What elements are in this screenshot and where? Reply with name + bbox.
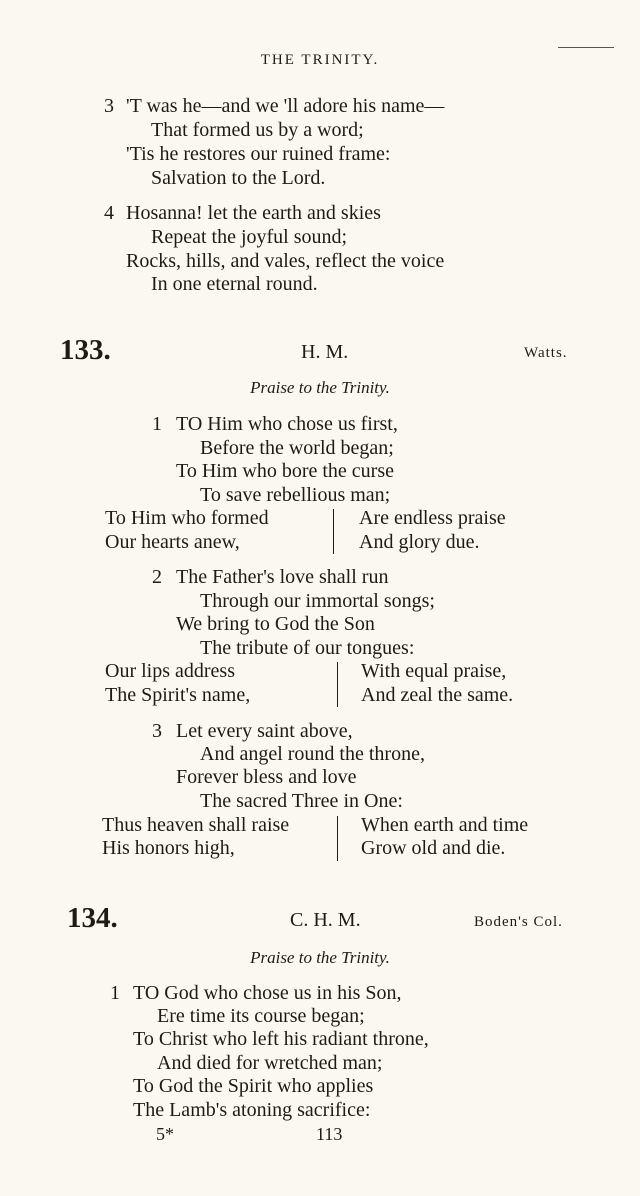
split-line-left: The Spirit's name, (105, 684, 251, 706)
verse-line: Hosanna! let the earth and skies (126, 202, 381, 224)
verse-number: 1 (152, 413, 162, 435)
split-line-left: Our hearts anew, (105, 531, 240, 553)
verse-line: We bring to God the Son (176, 613, 375, 635)
verse-line: Salvation to the Lord. (151, 167, 326, 189)
split-line-left: Thus heaven shall raise (102, 814, 290, 836)
verse-line: That formed us by a word; (151, 119, 364, 141)
split-line-left: Our lips address (105, 660, 235, 682)
verse-line: TO Him who chose us first, (176, 413, 398, 435)
split-line-left: To Him who formed (105, 507, 269, 529)
verse-line: Through our immortal songs; (200, 590, 435, 612)
hymn-source: Boden's Col. (474, 914, 563, 930)
verse-line: The Lamb's atoning sacrifice: (133, 1099, 371, 1121)
hymn-title: Praise to the Trinity. (250, 378, 390, 397)
verse-line: The Father's love shall run (176, 566, 389, 588)
split-line-left: His honors high, (102, 837, 235, 859)
page-number: 113 (316, 1124, 343, 1144)
split-line-right: And zeal the same. (361, 684, 514, 706)
verse-line: To save rebellious man; (200, 484, 391, 506)
verse-line: Let every saint above, (176, 720, 353, 742)
hymn-meter: C. H. M. (290, 909, 361, 931)
verse-line: Ere time its course began; (157, 1005, 365, 1027)
verse-divider (337, 662, 338, 707)
verse-line: To Christ who left his radiant throne, (133, 1028, 429, 1050)
verse-line: Forever bless and love (176, 766, 357, 788)
hymn-number: 134. (67, 902, 118, 934)
verse-line: The sacred Three in One: (200, 790, 403, 812)
verse-line: The tribute of our tongues: (200, 637, 415, 659)
verse-divider (337, 816, 338, 861)
verse-line: Rocks, hills, and vales, reflect the voice (126, 250, 445, 272)
verse-number: 4 (104, 202, 114, 224)
verse-line: Repeat the joyful sound; (151, 226, 348, 248)
verse-line: TO God who chose us in his Son, (133, 982, 402, 1004)
verse-line: Before the world began; (200, 437, 394, 459)
split-line-right: When earth and time (361, 814, 529, 836)
hymn-number: 133. (60, 334, 111, 366)
hymn-title: Praise to the Trinity. (250, 948, 390, 967)
verse-line: And died for wretched man; (157, 1052, 383, 1074)
verse-line: In one eternal round. (151, 273, 318, 295)
verse-number: 2 (152, 566, 162, 588)
split-line-right: Grow old and die. (361, 837, 506, 859)
header-rule (558, 47, 614, 48)
verse-number: 3 (104, 95, 114, 117)
split-line-right: Are endless praise (359, 507, 506, 529)
hymn-author: Watts. (524, 345, 568, 361)
verse-line: 'Tis he restores our ruined frame: (126, 143, 391, 165)
verse-line: To Him who bore the curse (176, 460, 394, 482)
split-line-right: With equal praise, (361, 660, 507, 682)
running-head: THE TRINITY. (260, 52, 380, 68)
verse-line: To God the Spirit who applies (133, 1075, 374, 1097)
verse-line: 'T was he—and we 'll adore his name— (126, 95, 445, 117)
hymn-meter: H. M. (301, 341, 349, 363)
split-line-right: And glory due. (359, 531, 480, 553)
verse-number: 1 (110, 982, 120, 1004)
verse-number: 3 (152, 720, 162, 742)
verse-divider (333, 509, 334, 554)
signature-mark: 5* (156, 1124, 174, 1144)
verse-line: And angel round the throne, (200, 743, 425, 765)
